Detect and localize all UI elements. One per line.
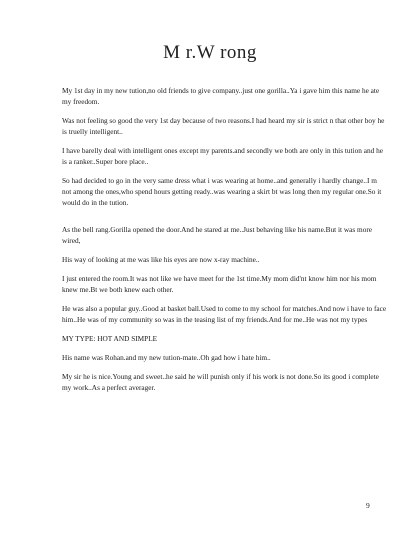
page-number: 9 (366, 501, 370, 510)
paragraph-7: I just entered the room.It was not like we have meet for the 1st time.My mom did'nt know him nor his mom knew me.Bt we both knew each other. (62, 274, 377, 294)
paragraph-3: I have barelly deal with intelligent ones except my parents.and secondly we both are only in this tution and he is a ranker..Super bore place.. (62, 146, 383, 166)
document-body (62, 85, 387, 401)
paragraph-1: My 1st day in my new tution,no old friends to give company..just one gorilla..Ya i gave him this name he ate my freedom. (62, 86, 380, 106)
paragraph-8: He was also a popular guy..Good at basket ball.Used to come to my school for matches.And now i have to face him..He was of my community so was in the teasing list of my friends.And for me..He was not my types (62, 304, 387, 324)
paragraph-11: My sir he is nice.Young and sweet..he said he will punish only if his work is not done.So its good i complete my work..As a perfect averager. (62, 372, 379, 392)
paragraph-6: His way of looking at me was like his eyes are now x-ray machine.. (62, 255, 260, 264)
paragraph-4: So had decided to go in the very same dress what i was wearing at home..and generally i hardly change..I m not among the ones,who spend hours getting ready..was wearing a skirt bt was long then my regular one.So it would do in the tution. (62, 176, 382, 207)
paragraph-2: Was not feeling so good the very 1st day because of two reasons.I had heard my sir is strict n that other boy he is truelly intelligent.. (62, 116, 385, 136)
paragraph-9: MY TYPE: HOT AND SIMPLE (62, 334, 158, 343)
document-title: M r.W rong (163, 42, 257, 63)
paragraph-10: His name was Rohan.and my new tution-mate..Oh gad how i hate him.. (62, 353, 271, 362)
paragraph-5: As the bell rang.Gorilla opened the door.And he stared at me..Just behaving like his name.But it was more wired, (62, 225, 373, 245)
